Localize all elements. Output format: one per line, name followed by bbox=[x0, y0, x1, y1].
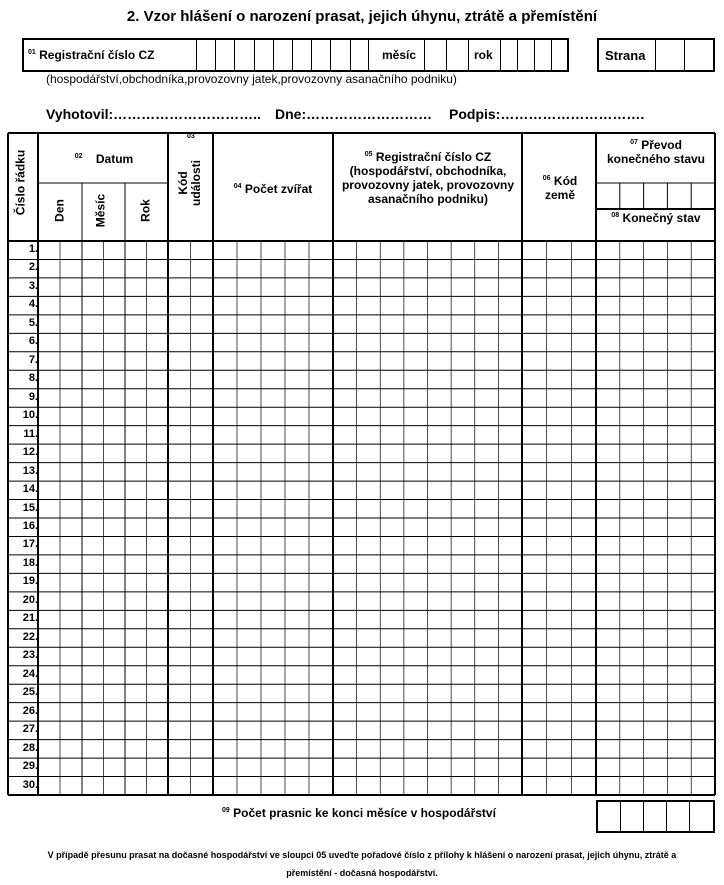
vyhotovil-field[interactable]: Vyhotovil:………………………….. bbox=[46, 106, 261, 122]
col-datum: $^{02}$ Datum bbox=[74, 152, 134, 166]
row-number: 26. bbox=[22, 704, 38, 717]
col-rok: Rok bbox=[138, 199, 153, 222]
row-number: 23. bbox=[22, 649, 38, 662]
row-number: 21. bbox=[22, 612, 38, 625]
registration-note: (hospodářství,obchodníka,provozovny jatek,provozovny asanačního podniku) bbox=[46, 72, 457, 86]
row-number: 5. bbox=[28, 316, 38, 329]
strana-label: Strana bbox=[605, 48, 646, 63]
col-mesic: Měsíc bbox=[93, 193, 108, 228]
col-kod-udalosti: Kód události bbox=[176, 160, 203, 207]
row-number: 27. bbox=[22, 723, 38, 736]
col-konecny-stav: $^{08}$ Konečný stav bbox=[611, 211, 701, 225]
row-number: 10. bbox=[22, 409, 38, 422]
row-number: 13. bbox=[22, 464, 38, 477]
row-number: 9. bbox=[28, 390, 38, 403]
row-number: 2. bbox=[28, 261, 38, 274]
row-number: 19. bbox=[22, 575, 38, 588]
row-number: 16. bbox=[22, 520, 38, 532]
row-number: 29. bbox=[22, 760, 38, 773]
row-number: 22. bbox=[22, 630, 38, 643]
footnote-line-1: V případě přesunu prasat na dočasné hospodářství ve sloupci 05 uveďte pořadové číslo z přílohy k hlášení o narození prasat, jejich úhynu, ztrátě a bbox=[47, 850, 677, 860]
col-registracni-cislo: $^{05}$ Registrační číslo CZ (hospodářství, obchodníka, provozovny jatek, provozovny asanačního podniku) bbox=[341, 150, 515, 206]
row-number: 15. bbox=[22, 501, 38, 514]
row-number: 17. bbox=[22, 538, 38, 551]
signature-field[interactable]: Podpis:…………………………. bbox=[449, 106, 645, 122]
rok-label: rok bbox=[474, 48, 493, 62]
row-number: 24. bbox=[22, 667, 38, 680]
row-number: 20. bbox=[22, 593, 38, 606]
col-03-number: 03 bbox=[187, 133, 195, 140]
prasnice-box[interactable] bbox=[596, 800, 715, 833]
date-field[interactable]: Dne:……………………… bbox=[275, 106, 433, 122]
col-pocet-zvirat: $^{04}$ Počet zvířat bbox=[233, 182, 313, 196]
row-number: 7. bbox=[28, 353, 38, 366]
mesic-label: měsíc bbox=[381, 48, 417, 62]
col-den: Den bbox=[52, 199, 67, 222]
row-number: 25. bbox=[22, 686, 38, 699]
row-number: 11. bbox=[23, 427, 38, 440]
row-number: 18. bbox=[22, 556, 38, 569]
row-number: 12. bbox=[22, 446, 38, 459]
row-number: 30. bbox=[22, 778, 38, 791]
page-title: 2. Vzor hlášení o narození prasat, jejich úhynu, ztrátě a přemístění bbox=[126, 8, 598, 25]
row-number: 8. bbox=[28, 372, 38, 385]
footnote-line-2: přemístění - dočasná hospodářství. bbox=[286, 868, 438, 878]
col-cislo-radku: Číslo řádku bbox=[13, 149, 28, 216]
row-number: 4. bbox=[28, 298, 38, 311]
row-number: 14. bbox=[22, 483, 38, 496]
registration-label: $^{01}$ Registrační číslo CZ bbox=[28, 48, 155, 62]
row-number: 1. bbox=[28, 243, 38, 255]
col-kod-zeme: $^{06}$ Kód země bbox=[542, 174, 578, 202]
col-prevod-stavu: $^{07}$ Převod konečného stavu bbox=[606, 138, 706, 166]
row-number: 3. bbox=[28, 279, 38, 292]
row-number: 28. bbox=[22, 741, 38, 754]
row-number: 6. bbox=[28, 335, 38, 348]
prasnice-label: $^{09}$ Počet prasnic ke konci měsíce v hospodářství bbox=[222, 806, 496, 820]
